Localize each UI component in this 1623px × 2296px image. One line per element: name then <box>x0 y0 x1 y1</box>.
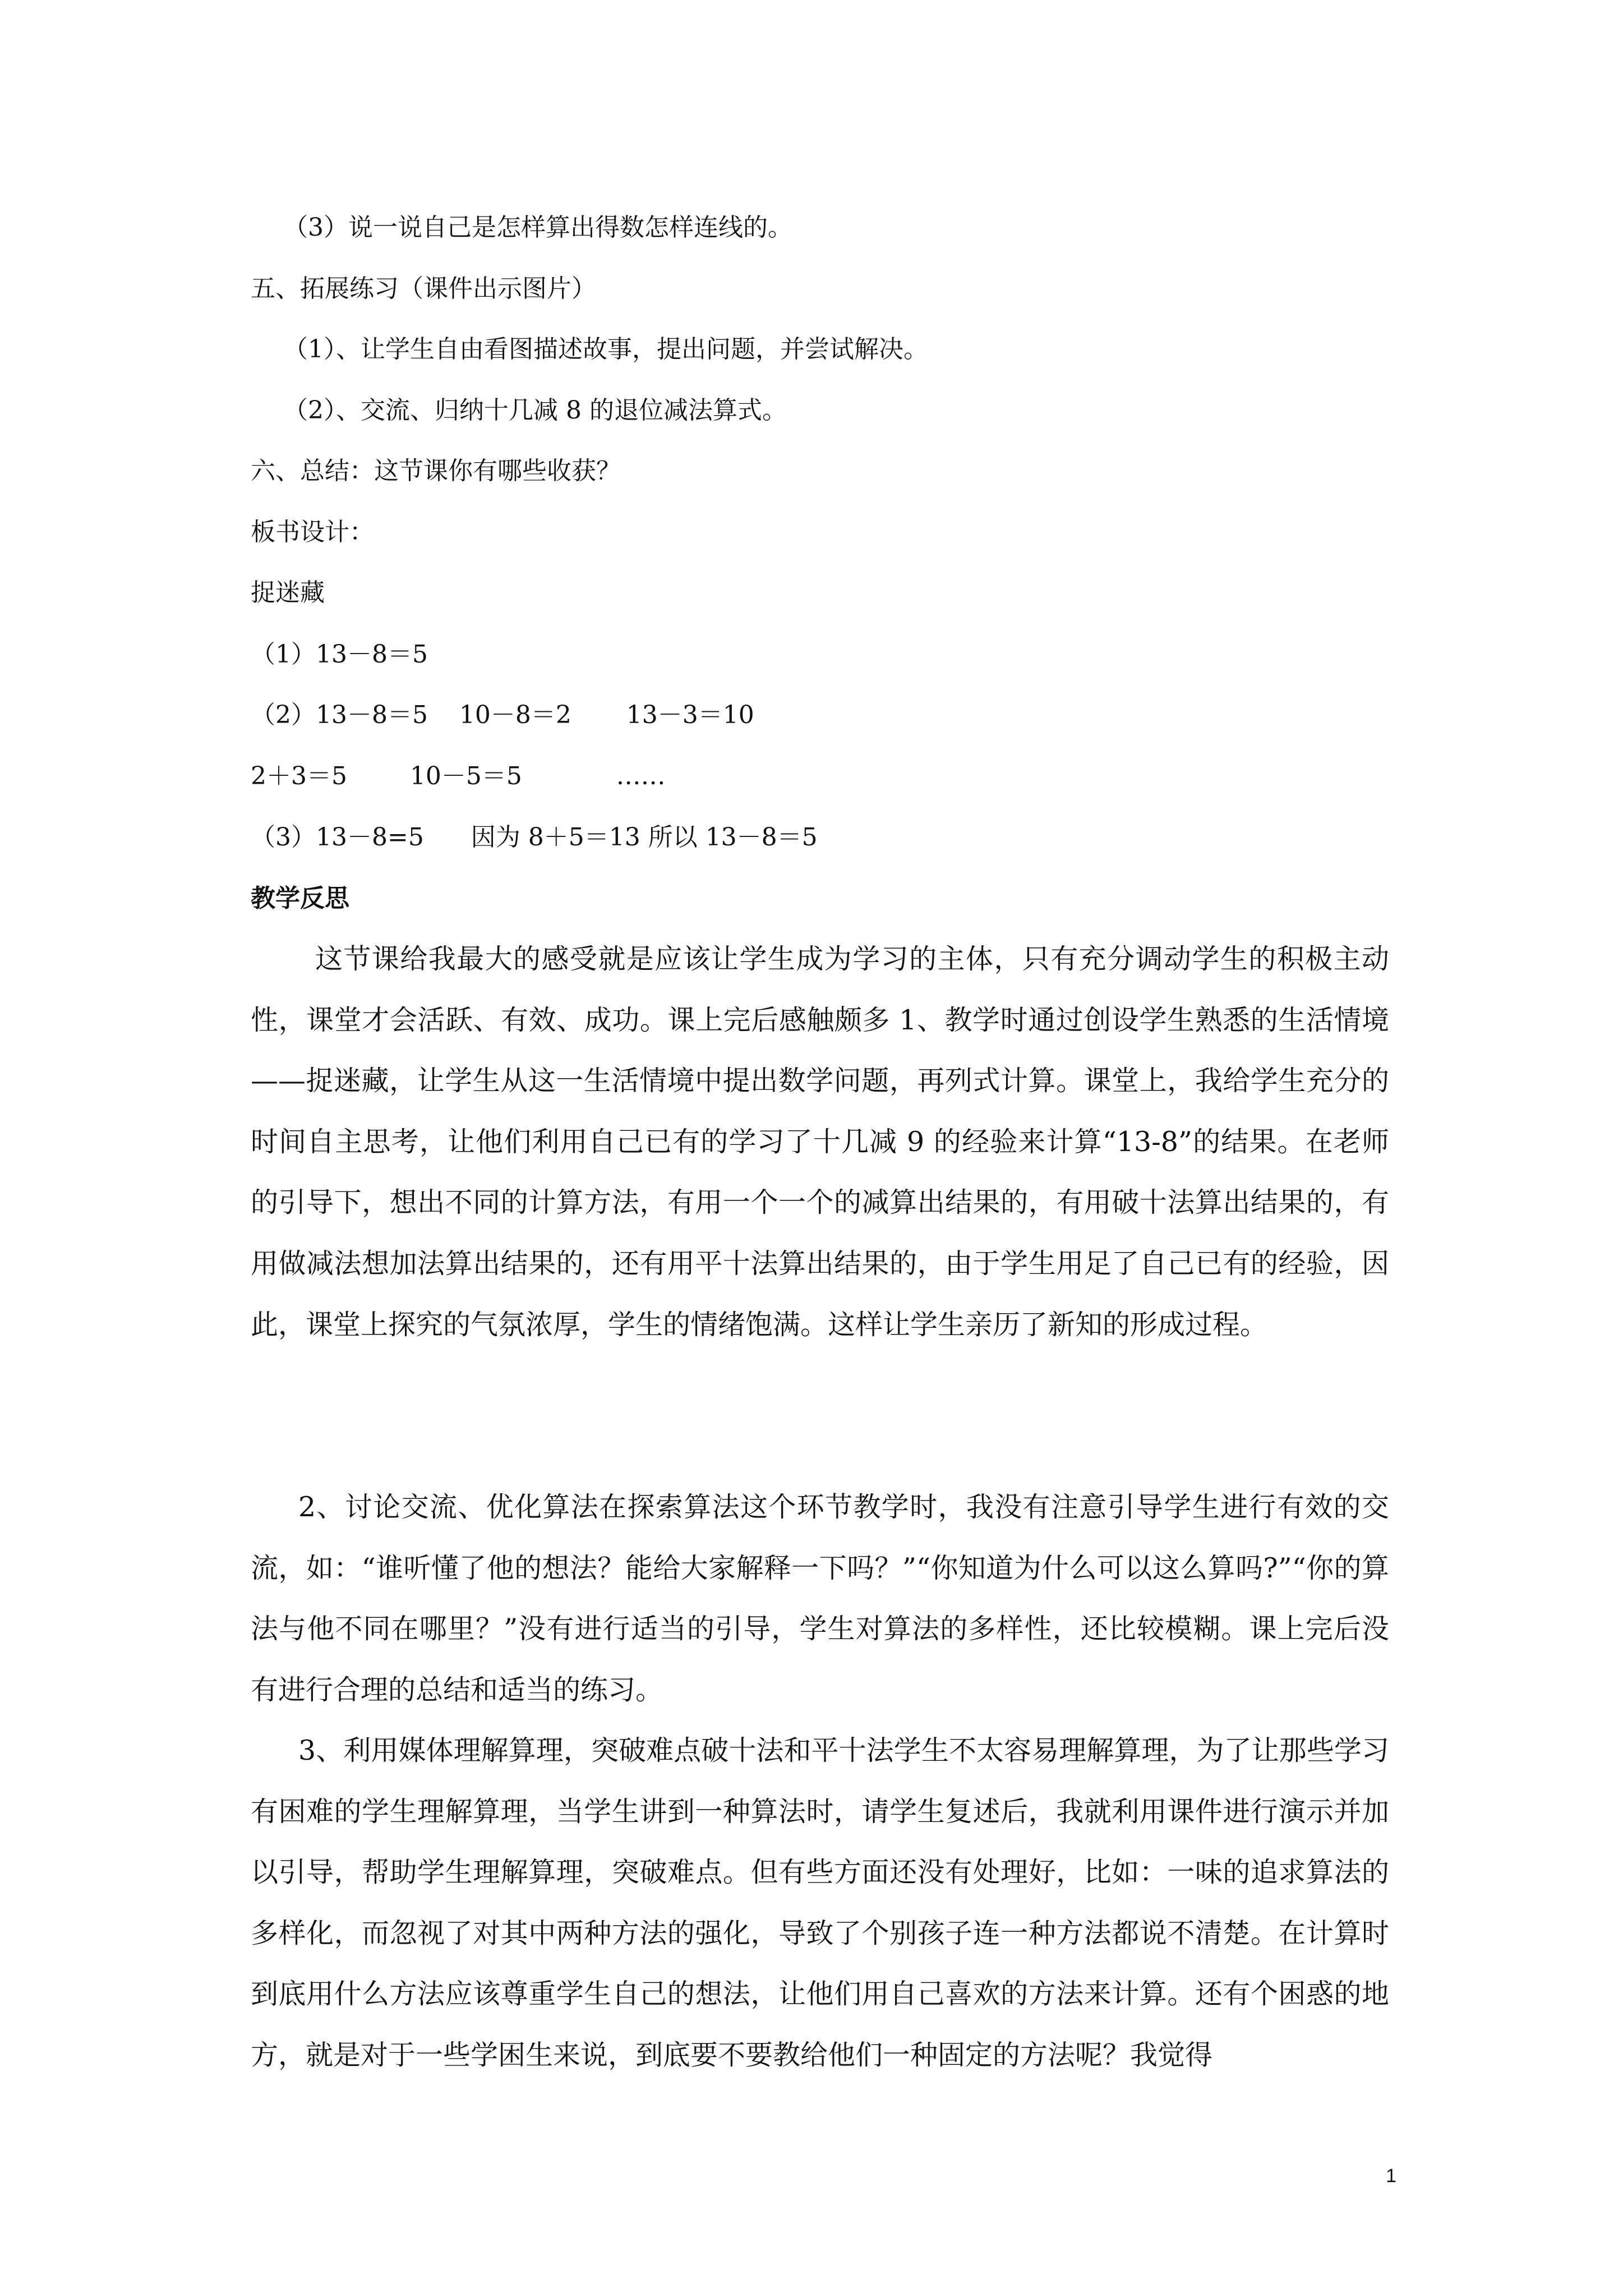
reflection-paragraph-2: 2、讨论交流、优化算法在探索算法这个环节教学时，我没有注意引导学生进行有效的交流，如：“谁听懂了他的想法？能给大家解释一下吗？”“你知道为什么可以这么算吗?”“你的算法与他不同在哪里？”没有进行适当的引导，学生对算法的多样性，还比较模糊。课上完后没有进行合理的总结和适当的练习。 <box>251 1491 1389 1706</box>
board-line-4: （3）13－8=5 因为 8＋5＝13 所以 13－8＝5 <box>251 823 818 852</box>
board-title: 捉迷藏 <box>251 578 325 607</box>
section-6-summary: 六、总结：这节课你有哪些收获？ <box>251 457 621 485</box>
board-line-1: （1）13－8＝5 <box>251 640 428 669</box>
reflection-paragraph-1: 这节课给我最大的感受就是应该让学生成为学习的主体，只有充分调动学生的积极主动性，课堂才会活跃、有效、成功。课上完后感触颇多 1、教学时通过创设学生熟悉的生活情境——捉迷藏，让学生从这一生活情境中提出数学问题，再列式计算。课堂上，我给学生充分的时间自主思考，让他们利用自己已有的学习了十几减 9 的经验来计算“13-8”的结果。在老师的引导下，想出不同的计算方法，有用一个一个的减算出结果的，有用破十法算出结果的，有用做减法想加法算出结果的，还有用平十法算出结果的，由于学生用足了自己已有的经验，因此，课堂上探究的气氛浓厚，学生的情绪饱满。这样让学生亲历了新知的形成过程。 <box>251 943 1389 1341</box>
board-line-3: 2＋3＝5 10－5＝5 …… <box>251 762 666 790</box>
extension-item-1: （1）、让学生自由看图描述故事，提出问题，并尝试解决。 <box>283 335 928 364</box>
page-number: 1 <box>1386 2165 1396 2187</box>
reflection-heading: 教学反思 <box>251 884 349 913</box>
extension-item-2: （2）、交流、归纳十几减 8 的退位减法算式。 <box>283 396 787 425</box>
step-3-line: （3）说一说自己是怎样算出得数怎样连线的。 <box>283 213 792 242</box>
board-design-label: 板书设计： <box>251 518 374 546</box>
board-line-2: （2）13－8＝5 10－8＝2 13－3＝10 <box>251 701 754 729</box>
reflection-paragraph-3: 3、利用媒体理解算理，突破难点破十法和平十法学生不太容易理解算理，为了让那些学习有困难的学生理解算理，当学生讲到一种算法时，请学生复述后，我就利用课件进行演示并加以引导，帮助学生理解算理，突破难点。但有些方面还没有处理好，比如：一味的追求算法的多样化，而忽视了对其中两种方法的强化，导致了个别孩子连一种方法都说不清楚。在计算时到底用什么方法应该尊重学生自己的想法，让他们用自己喜欢的方法来计算。还有个困惑的地方，就是对于一些学困生来说，到底要不要教给他们一种固定的方法呢？我觉得 <box>251 1734 1389 2071</box>
section-5-heading: 五、拓展练习（课件出示图片） <box>251 274 596 303</box>
